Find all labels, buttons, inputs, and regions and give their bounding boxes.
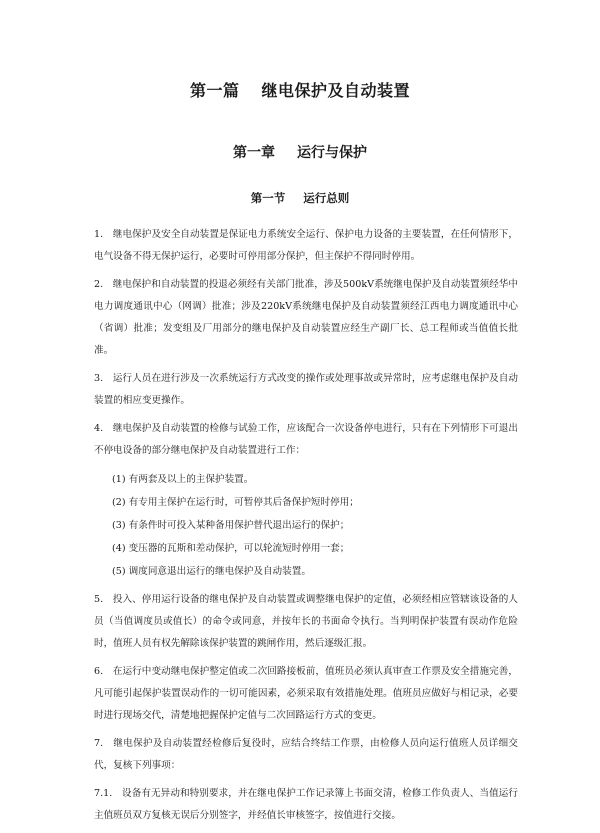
- paragraph-7-1: 7.1. 设备有无异动和特别要求，并在继电保护工作记录簿上书面交清，检修工作负责人、当值运行主值班员双方复核无误后分别签字，并经值长审核签字，按值进行交接。: [94, 788, 518, 821]
- condition-item-1: (1) 有两套及以上的主保护装置。: [112, 474, 254, 485]
- paragraph-1: 1. 继电保护及安全自动装置是保证电力系统安全运行、保护电力设备的主要装置，在任何情形下，电气设备不得无保护运行，必要时可停用部分保护，但主保护不得同时停用。: [94, 229, 518, 262]
- section-title: [0, 190, 600, 206]
- paragraph-3: 3. 运行人员在进行涉及一次系统运行方式改变的操作或处理事故或异常时，应考虑继电保护及自动装置的相应变更操作。: [94, 373, 518, 406]
- paragraph-5: 5. 投入、停用运行设备的继电保护及自动装置或调整继电保护的定值，必须经相应管辖该设备的人员（当值调度员或值长）的命令或同意，并按年长的书面命令执行。当判明保护装置有误动作危险时，值班人员有权先解除该保护装置的跳闸作用，然后逐级汇报。: [94, 594, 518, 649]
- condition-item-5: (5) 调度同意退出运行的继电保护及自动装置。: [112, 566, 311, 577]
- paragraph-7: 7. 继电保护及自动装置经检修后复役时，应结合终结工作票，由检修人员向运行值班人员详细交代，复核下列事项：: [94, 738, 518, 771]
- chapter-name: 运行与保护: [297, 145, 367, 161]
- paragraph-2: 2. 继电保护和自动装置的投退必须经有关部门批准，涉及500kV系统继电保护及自动装置须经华中电力调度通讯中心（网调）批准；涉及220kV系统继电保护及自动装置须经江西电力调度通讯中心（省调）批准；发变组及厂用部分的继电保护及自动装置应经生产副厂长、总工程师或当值值长批准。: [94, 279, 518, 356]
- part-name: 继电保护及自动装置: [261, 81, 411, 100]
- part-number: 第一篇: [189, 81, 240, 100]
- paragraph-4: 4. 继电保护及自动装置的检修与试验工作，应该配合一次设备停电进行，只有在下列情形下可退出不停电设备的部分继电保护及自动装置进行工作：: [94, 423, 518, 456]
- paragraph-6: 6. 在运行中变动继电保护整定值或二次回路接板前，值班员必须认真审查工作票及安全措施完善，凡可能引起保护装置误动作的一切可能因素，必须采取有效措施处理。值班员应做好与相记录，必要时进行现场交代，清楚地把握保护定值与二次回路运行方式的变更。: [94, 666, 518, 721]
- condition-item-4: (4) 变压器的瓦斯和差动保护，可以轮流短时停用一套；: [112, 543, 350, 554]
- condition-list: [94, 468, 518, 583]
- section-name: 运行总则: [303, 191, 350, 205]
- chapter-number: 第一章: [233, 145, 275, 161]
- section-number: 第一节: [250, 191, 286, 205]
- part-title: [0, 78, 600, 101]
- chapter-title: [0, 142, 600, 162]
- document-body: [94, 224, 518, 833]
- condition-item-3: (3) 有条件时可投入某种备用保护替代退出运行的保护；: [112, 520, 350, 531]
- condition-item-2: (2) 有专用主保护在运行时，可暂停其后备保护短时停用；: [112, 497, 359, 508]
